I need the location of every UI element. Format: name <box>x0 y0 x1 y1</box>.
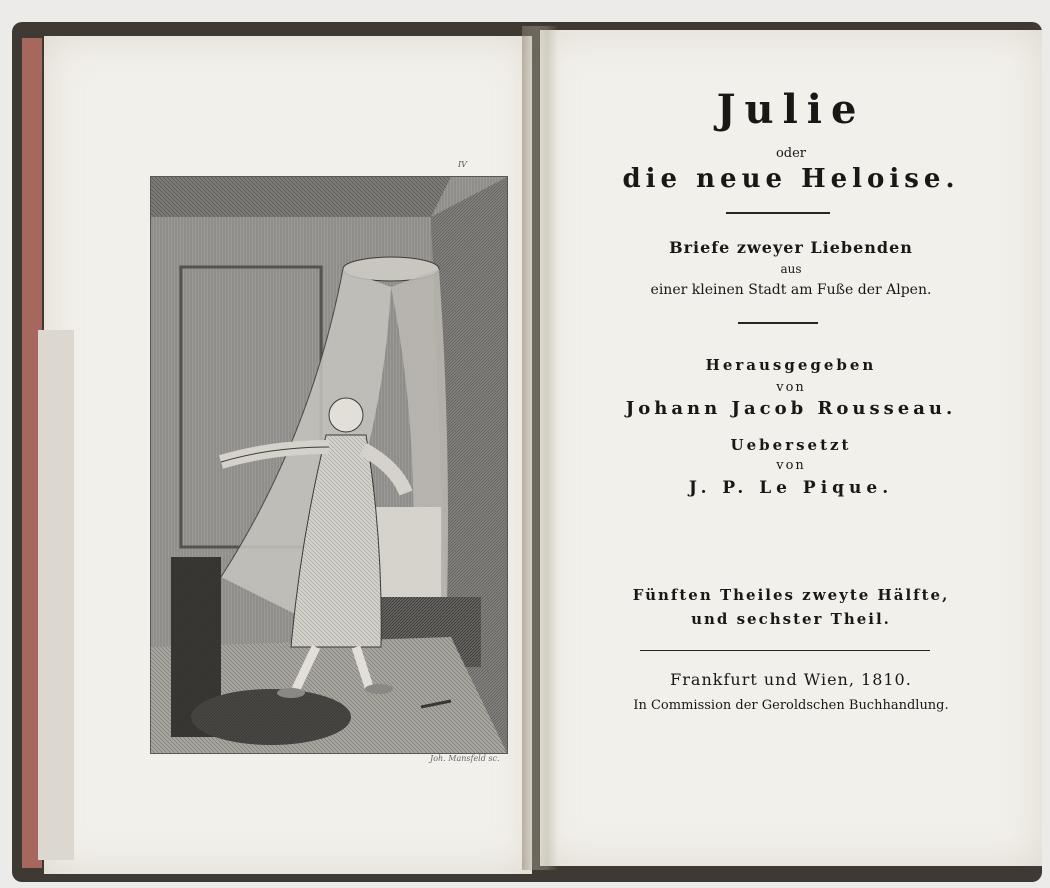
letters-line: Briefe zweyer Liebenden <box>669 238 913 257</box>
editor-name: Johann Jacob Rousseau. <box>625 398 957 419</box>
imprint-rule <box>640 650 930 651</box>
frontispiece-engraving <box>150 176 508 754</box>
place-line: einer kleinen Stadt am Fuße der Alpen. <box>650 282 932 298</box>
ornamental-rule <box>726 212 830 214</box>
engraver-credit: Joh. Mansfeld sc. <box>430 754 500 763</box>
editor-label: Herausgegeben <box>705 356 877 374</box>
translator-label: Uebersetzt <box>730 436 852 454</box>
book-title: Julie <box>716 86 866 133</box>
volume-line-2: und sechster Theil. <box>691 610 891 628</box>
translator-name: J. P. Le Pique. <box>688 478 894 498</box>
aus-line: aus <box>780 262 802 276</box>
plate-number: IV <box>458 160 467 169</box>
translator-von: von <box>776 458 806 473</box>
volume-line-1: Fünften Theiles zweyte Hälfte, <box>632 586 950 604</box>
ornamental-rule <box>738 322 818 324</box>
book-subtitle: die neue Heloise. <box>622 164 960 194</box>
flyleaf <box>38 330 74 860</box>
engraving-illustration <box>151 177 507 753</box>
editor-von: von <box>776 380 806 395</box>
title-connector: oder <box>775 146 807 161</box>
imprint: Frankfurt und Wien, 1810. <box>670 670 912 689</box>
commission-line: In Commission der Geroldschen Buchhandlung. <box>633 698 949 713</box>
